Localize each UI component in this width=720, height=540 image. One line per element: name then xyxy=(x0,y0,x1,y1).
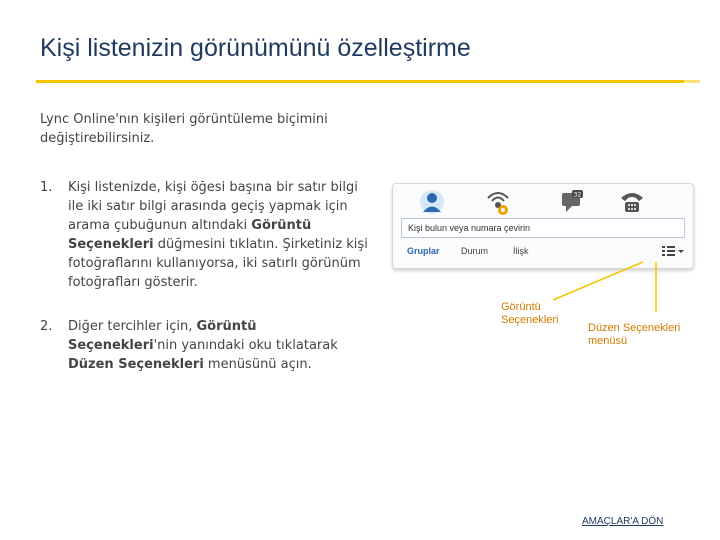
step-text xyxy=(68,180,368,290)
lync-client-window xyxy=(392,183,694,269)
contacts-icon[interactable] xyxy=(417,188,447,216)
step-item xyxy=(40,317,370,374)
title-underline-end xyxy=(684,80,700,83)
layout-menu-callout xyxy=(588,322,680,348)
layout-options-arrow-icon[interactable] xyxy=(678,250,684,253)
back-to-objectives-link[interactable]: AMAÇLAR'A DÖN xyxy=(582,516,664,527)
tab-status[interactable]: Durum xyxy=(461,246,489,256)
step-number: 2. xyxy=(40,319,53,334)
step-term: Düzen Seçenekleri xyxy=(68,357,204,372)
wifi-person-icon[interactable] xyxy=(483,188,513,216)
step-text-part: düğmesini tıklatın. Şirketiniz kişi fotoğraflarını kullanıyorsa, iki satırlı görünüm fotoğrafları gösterir. xyxy=(68,237,368,290)
step-text-part: menüsünü açın. xyxy=(203,357,312,372)
page-title: Kişi listenizin görünümünü özelleştirme xyxy=(40,34,471,62)
instruction-steps xyxy=(40,178,370,374)
view-options-button[interactable] xyxy=(661,244,685,258)
step-term: Görüntü Seçenekleri xyxy=(68,218,312,252)
svg-text:32: 32 xyxy=(573,191,582,199)
step-number: 1. xyxy=(40,180,53,195)
display-options-callout xyxy=(501,301,558,327)
contact-search-input[interactable]: Kişi bulun veya numara çevirin xyxy=(401,218,685,238)
view-options-icon xyxy=(662,246,675,256)
step-text xyxy=(68,319,338,372)
lync-icon-row xyxy=(393,184,693,220)
callout-line: menüsü xyxy=(588,335,628,347)
step-text-part: 'nin yanındaki oku tıklatarak xyxy=(153,338,338,353)
step-text-part: Kişi listenizde, kişi öğesi başına bir satır bilgi ile iki satır bilgi arasında geçiş yapmak için arama çubuğunun altındaki xyxy=(68,180,358,233)
title-underline xyxy=(36,80,700,83)
callout-line: Görüntü xyxy=(501,301,541,313)
chat-icon[interactable] xyxy=(557,188,587,216)
tab-relationships[interactable]: İlişk xyxy=(513,246,529,256)
callout-line: Düzen Seçenekleri xyxy=(588,322,681,334)
intro-text: Lync Online'nın kişileri görüntüleme biçimini değiştirebilirsiniz. xyxy=(40,112,328,146)
step-term: Görüntü Seçenekleri xyxy=(68,319,257,353)
phone-icon[interactable] xyxy=(617,188,647,216)
step-text-part: Diğer tercihler için, xyxy=(68,319,197,334)
callout-line: Seçenekleri xyxy=(501,314,559,326)
tab-groups[interactable]: Gruplar xyxy=(407,246,440,256)
step-item xyxy=(40,178,370,292)
